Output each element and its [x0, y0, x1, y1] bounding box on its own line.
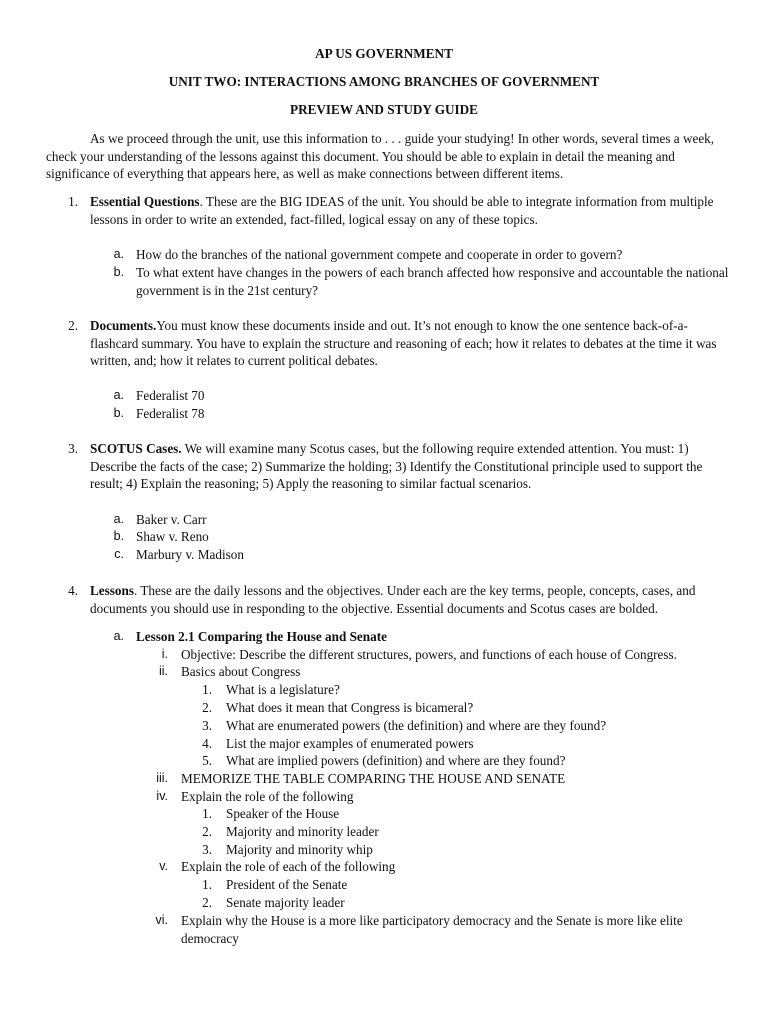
- list-marker: ii.: [158, 664, 168, 678]
- essential-question: How do the branches of the national government compete and cooperate in order to govern?: [136, 247, 623, 262]
- list-marker: c.: [114, 547, 124, 561]
- document-item: Federalist 78: [136, 406, 205, 421]
- lesson-subitem: What is a legislature?: [226, 682, 340, 697]
- section-heading: Essential Questions: [90, 194, 200, 209]
- section-text: You must know these documents inside and out. It’s not enough to know the one sentence back-of-a-flashcard summary. You have to explain the structure and reasoning of each; how it relates to debates at the time it was written, and; how it relates to current political debates.: [90, 318, 717, 369]
- list-marker: 2.: [202, 824, 212, 839]
- section-number: 4.: [68, 583, 78, 598]
- lesson-subitem: President of the Senate: [226, 877, 348, 892]
- case-item: Baker v. Carr: [136, 512, 207, 527]
- lesson-objective: Objective: Describe the different structures, powers, and functions of each house of Congress.: [181, 647, 677, 662]
- section-scotus-cases: [90, 440, 730, 493]
- list-marker: iv.: [156, 789, 168, 803]
- lesson-subitem: Majority and minority whip: [226, 842, 373, 857]
- lesson-subitem: What are implied powers (definition) and where are they found?: [226, 753, 566, 768]
- lesson-item: Basics about Congress: [181, 664, 301, 679]
- lesson-subitem: Speaker of the House: [226, 806, 340, 821]
- lesson-subitem: What does it mean that Congress is bicameral?: [226, 700, 474, 715]
- lesson-subitem: List the major examples of enumerated powers: [226, 736, 474, 751]
- lesson-subitem: What are enumerated powers (the definition) and where are they found?: [226, 718, 607, 733]
- list-marker: 2.: [202, 700, 212, 715]
- section-documents: [90, 317, 730, 370]
- section-text: We will examine many Scotus cases, but the following require extended attention. You must: 1) Describe the facts of the case; 2) Summarize the holding; 3) Identify the Constitutional principle used to support the result; 4) Explain the reasoning; 5) Apply the reasoning to similar factual scenarios.: [90, 441, 703, 492]
- lesson-item: Explain the role of each of the following: [181, 859, 396, 874]
- list-marker: a.: [113, 629, 124, 643]
- list-marker: iii.: [156, 771, 168, 785]
- list-marker: v.: [159, 859, 168, 873]
- lesson-subitem: Majority and minority leader: [226, 824, 379, 839]
- section-number: 3.: [68, 441, 78, 456]
- section-number: 1.: [68, 194, 78, 209]
- document-item: Federalist 70: [136, 388, 205, 403]
- list-marker: i.: [161, 647, 168, 661]
- section-heading: Lessons: [90, 583, 134, 598]
- list-marker: 3.: [202, 718, 212, 733]
- list-marker: 1.: [202, 682, 212, 697]
- list-marker: 3.: [202, 842, 212, 857]
- unit-title: UNIT TWO: INTERACTIONS AMONG BRANCHES OF GOVERNMENT: [168, 74, 600, 89]
- lesson-item: Explain why the House is a more like participatory democracy and the Senate is more like elite democracy: [181, 913, 683, 946]
- intro-paragraph: As we proceed through the unit, use this information to . . . guide your studying! In other words, several times a week, check your understanding of the lessons against this document. You should be able to explain in detail the meaning and significance of everything that appears here, as well as make connections between different items.: [46, 131, 715, 182]
- document-title: AP US GOVERNMENT: [315, 46, 453, 61]
- list-marker: 1.: [202, 877, 212, 892]
- lesson-item: MEMORIZE THE TABLE COMPARING THE HOUSE AND SENATE: [181, 771, 566, 786]
- lesson-subitem: Senate majority leader: [226, 895, 345, 910]
- list-marker: 4.: [202, 736, 212, 751]
- section-heading: SCOTUS Cases.: [90, 441, 182, 456]
- list-marker: vi.: [155, 913, 168, 927]
- section-number: 2.: [68, 318, 78, 333]
- lesson-item: Explain the role of the following: [181, 789, 354, 804]
- lesson-title: Lesson 2.1 Comparing the House and Senate: [136, 629, 387, 644]
- list-marker: 2.: [202, 895, 212, 910]
- section-text: . These are the daily lessons and the objectives. Under each are the key terms, people, concepts, cases, and documents you should use in responding to the objective. Essential documents and Scotus cases are bolded.: [90, 583, 696, 616]
- list-marker: a.: [113, 247, 124, 261]
- section-text: . These are the BIG IDEAS of the unit. You should be able to integrate information from multiple lessons in order to write an extended, fact-filled, logical essay on any of these topics.: [90, 194, 714, 227]
- section-heading: Documents.: [90, 318, 157, 333]
- case-item: Marbury v. Madison: [136, 547, 244, 562]
- essential-question: To what extent have changes in the powers of each branch affected how responsive and accountable the national government is in the 21st century?: [136, 265, 729, 298]
- section-lessons: [90, 582, 730, 617]
- list-marker: b.: [113, 529, 124, 543]
- section-essential-questions: [90, 193, 730, 228]
- list-marker: b.: [113, 265, 124, 279]
- list-marker: 5.: [202, 753, 212, 768]
- list-marker: a.: [113, 388, 124, 402]
- case-item: Shaw v. Reno: [136, 529, 209, 544]
- list-marker: 1.: [202, 806, 212, 821]
- list-marker: b.: [113, 406, 124, 420]
- document-subtitle: PREVIEW AND STUDY GUIDE: [290, 102, 478, 117]
- list-marker: a.: [113, 512, 124, 526]
